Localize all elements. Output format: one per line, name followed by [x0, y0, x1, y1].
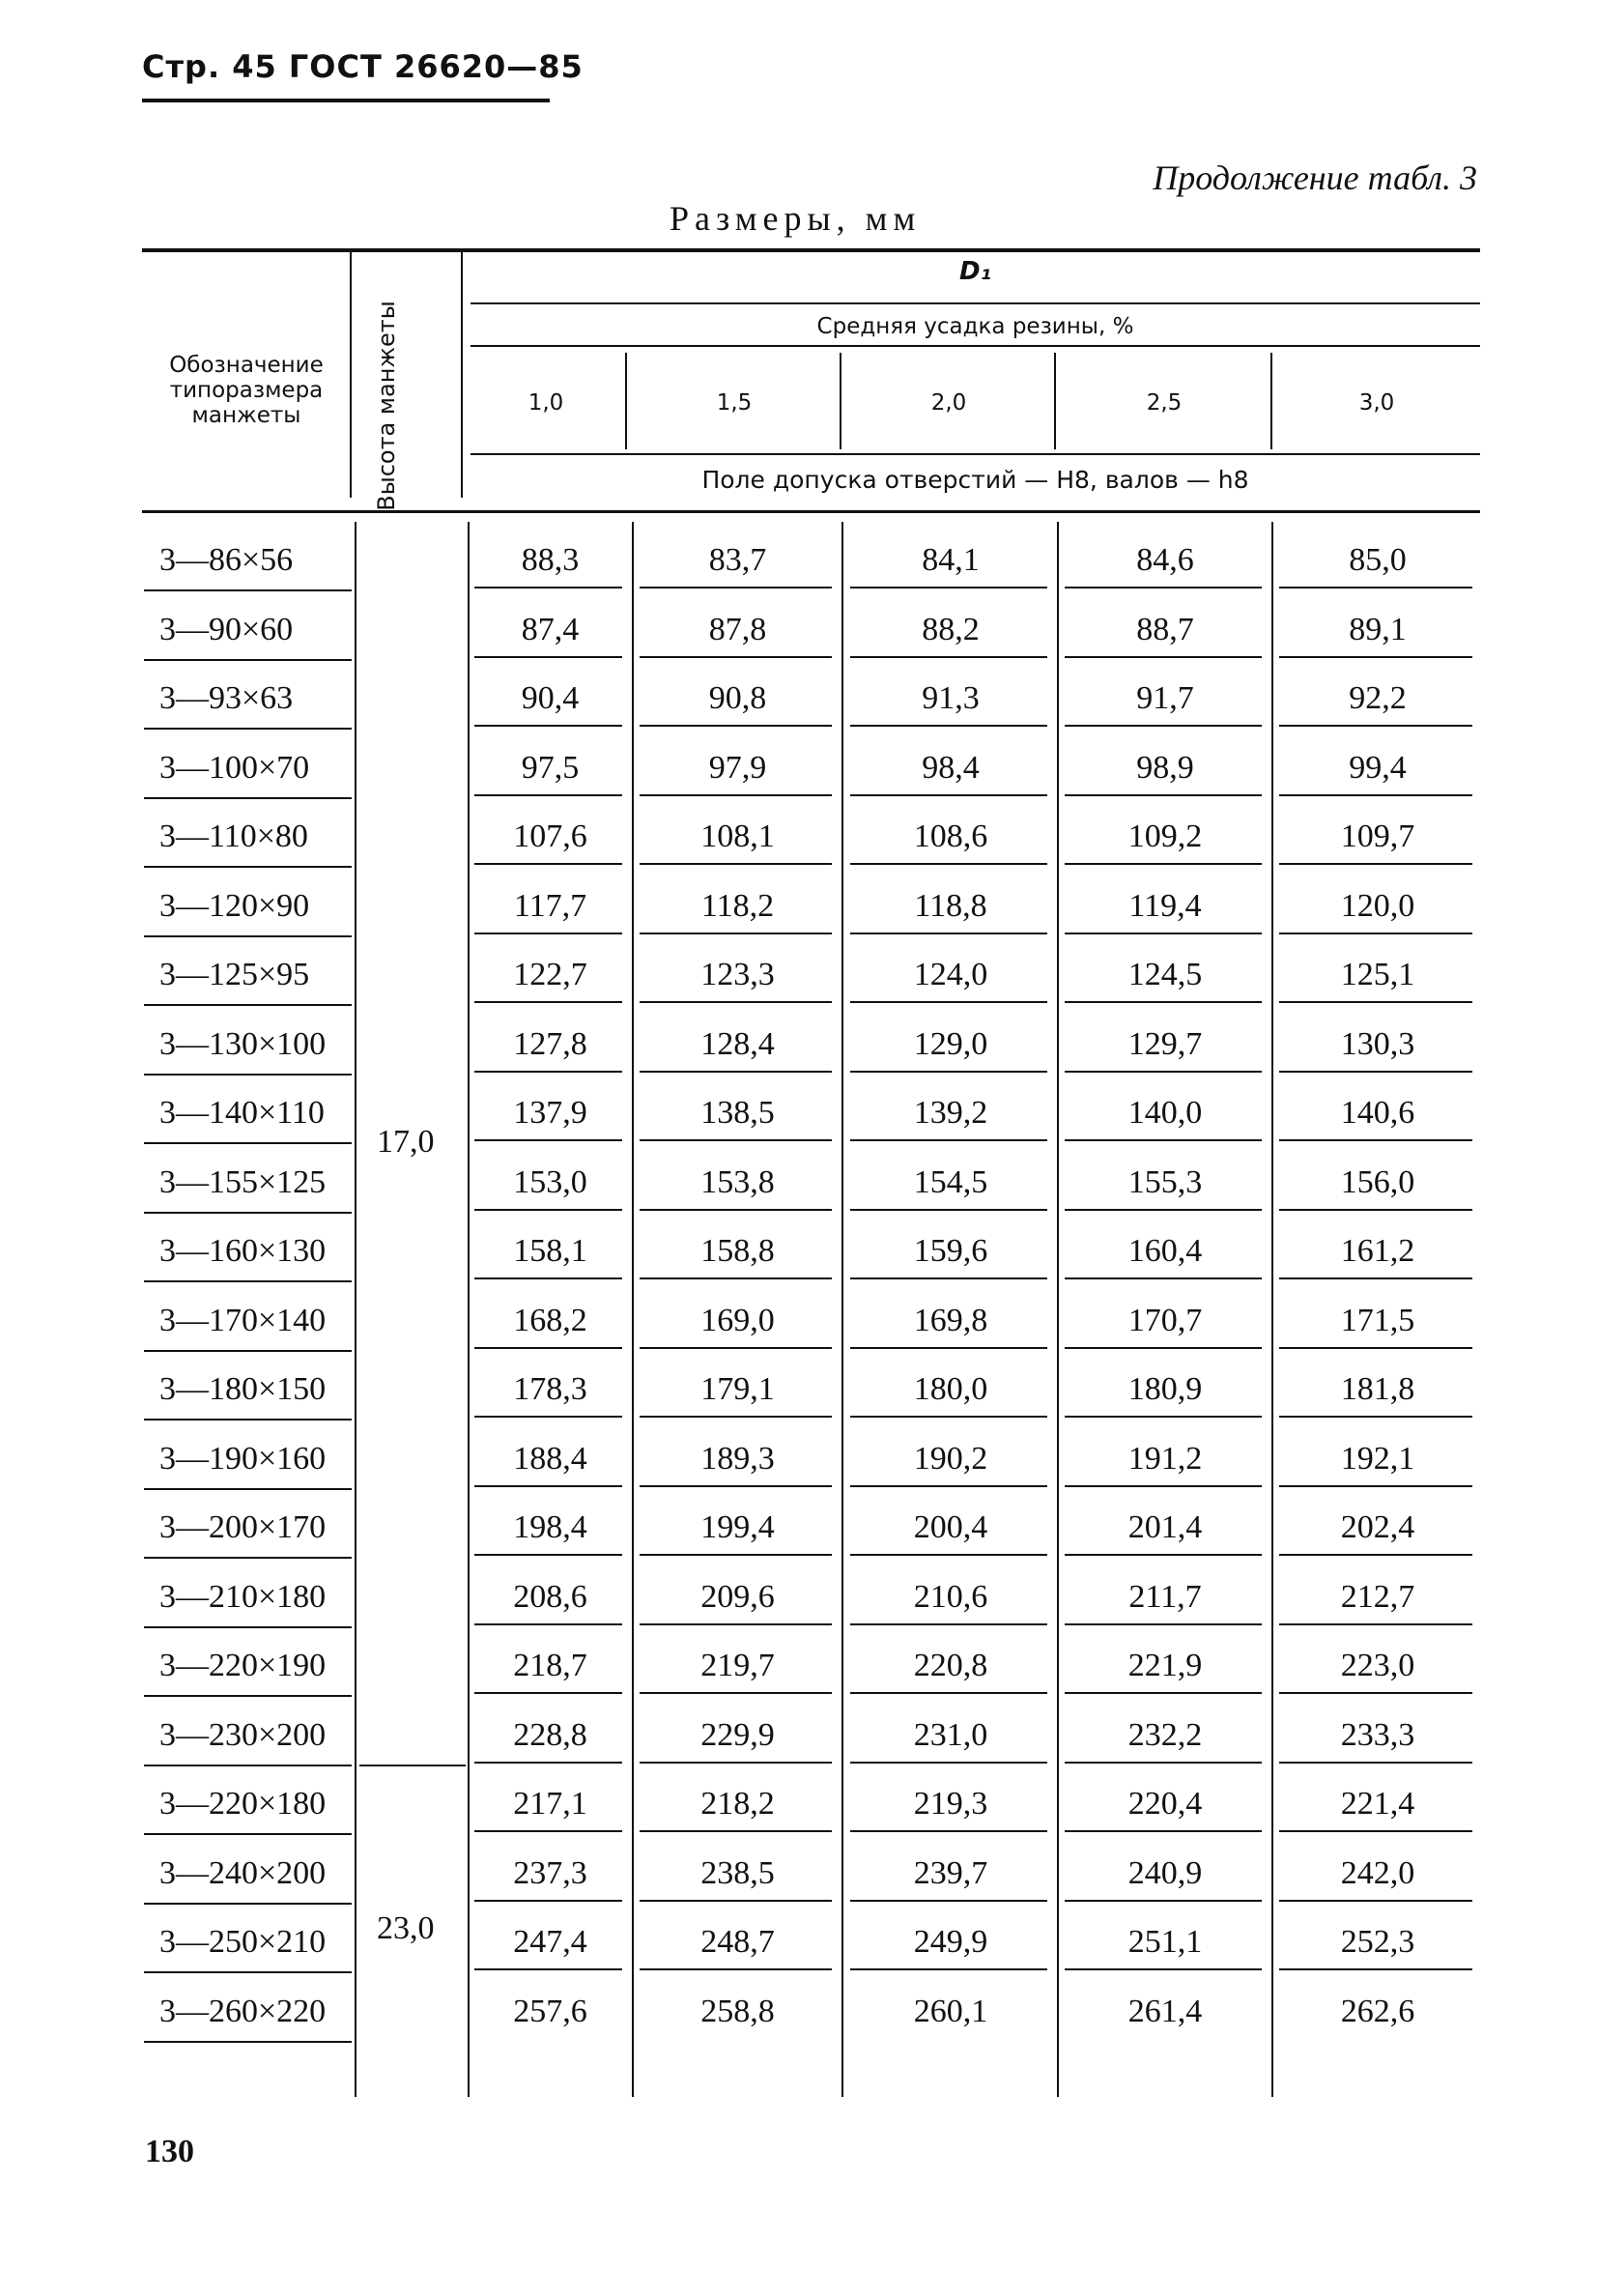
- row-value: 83,7: [708, 542, 767, 578]
- row-rule-value: [1279, 1071, 1472, 1073]
- row-value: 91,7: [1136, 680, 1194, 716]
- row-rule-value: [640, 1347, 832, 1349]
- row-designation: 3—170×140: [159, 1303, 327, 1338]
- row-value: 159,6: [913, 1233, 988, 1269]
- shrinkage-rule: [471, 345, 1480, 347]
- row-value: 153,0: [513, 1164, 587, 1200]
- row-value: 156,0: [1340, 1164, 1415, 1200]
- row-value: 249,9: [913, 1924, 988, 1960]
- row-value: 221,9: [1127, 1648, 1203, 1683]
- row-value: 89,1: [1349, 612, 1407, 647]
- row-rule-value: [474, 1001, 622, 1003]
- row-value: 219,3: [913, 1786, 988, 1822]
- row-rule-value: [474, 1762, 622, 1764]
- row-value: 180,9: [1127, 1371, 1203, 1407]
- row-rule-value: [850, 656, 1047, 658]
- shrink-value-5: 3,0: [1358, 390, 1395, 416]
- row-value: 87,4: [521, 612, 580, 647]
- row-value: 242,0: [1340, 1855, 1415, 1891]
- row-value: 170,7: [1127, 1303, 1203, 1338]
- row-value: 233,3: [1340, 1717, 1415, 1753]
- row-rule-value: [1279, 1139, 1472, 1141]
- row-rule-value: [474, 1416, 622, 1418]
- row-designation: 3—220×180: [159, 1786, 327, 1822]
- row-value: 92,2: [1349, 680, 1407, 716]
- row-designation: 3—260×220: [159, 1994, 327, 2029]
- row-rule-value: [1065, 1692, 1262, 1694]
- row-rule-value: [640, 1623, 832, 1625]
- row-rule-value: [1279, 1968, 1472, 1970]
- row-rule-value: [850, 1001, 1047, 1003]
- row-value: 154,5: [913, 1164, 988, 1200]
- row-rule-value: [474, 1485, 622, 1487]
- row-rule-designation: [144, 935, 352, 937]
- row-value: 91,3: [922, 680, 980, 716]
- row-rule-value: [850, 1139, 1047, 1141]
- row-rule-designation: [144, 1765, 352, 1766]
- d1-rule: [471, 302, 1480, 304]
- row-rule-value: [640, 1416, 832, 1418]
- row-rule-value: [1279, 1554, 1472, 1556]
- row-rule-value: [850, 1347, 1047, 1349]
- row-rule-value: [474, 1347, 622, 1349]
- row-rule-value: [850, 1900, 1047, 1902]
- row-value: 181,8: [1340, 1371, 1415, 1407]
- row-rule-value: [1279, 1347, 1472, 1349]
- row-rule-value: [1279, 1416, 1472, 1418]
- row-rule-designation: [144, 1903, 352, 1905]
- row-value: 122,7: [513, 957, 587, 992]
- row-value: 262,6: [1340, 1994, 1415, 2029]
- row-value: 260,1: [913, 1994, 988, 2029]
- row-rule-value: [1065, 1416, 1262, 1418]
- row-rule-value: [1065, 1900, 1262, 1902]
- row-rule-value: [640, 1554, 832, 1556]
- row-rule-designation: [144, 1488, 352, 1490]
- row-rule-value: [1065, 1485, 1262, 1487]
- row-rule-value: [1279, 1692, 1472, 1694]
- row-rule-designation: [144, 1971, 352, 1973]
- row-value: 99,4: [1349, 750, 1407, 786]
- row-designation: 3—250×210: [159, 1924, 327, 1960]
- row-rule-value: [850, 1416, 1047, 1418]
- row-value: 168,2: [513, 1303, 587, 1338]
- row-designation: 3—110×80: [159, 818, 308, 854]
- units-label: Размеры, мм: [670, 199, 922, 238]
- row-rule-value: [1065, 1623, 1262, 1625]
- row-rule-value: [474, 1277, 622, 1279]
- row-value: 97,5: [521, 750, 580, 786]
- row-value: 137,9: [513, 1095, 587, 1131]
- designation-header: Обозначение типоразмера манжеты: [169, 353, 324, 428]
- row-designation: 3—130×100: [159, 1026, 327, 1062]
- body-vline-height: [468, 522, 470, 2097]
- row-designation: 3—90×60: [159, 612, 294, 647]
- row-rule-designation: [144, 1419, 352, 1421]
- row-rule-designation: [144, 589, 352, 591]
- row-rule-value: [640, 1209, 832, 1211]
- row-value: 190,2: [913, 1441, 988, 1477]
- table-continuation: Продолжение табл. 3: [1153, 158, 1477, 197]
- row-value: 158,8: [700, 1233, 775, 1269]
- row-value: 192,1: [1340, 1441, 1415, 1477]
- row-rule-designation: [144, 728, 352, 730]
- header-vline-height: [461, 252, 463, 498]
- row-rule-value: [850, 1968, 1047, 1970]
- header-rule: [142, 99, 550, 102]
- row-rule-value: [1279, 794, 1472, 796]
- row-value: 88,7: [1136, 612, 1194, 647]
- row-value: 198,4: [513, 1509, 587, 1545]
- row-rule-value: [474, 656, 622, 658]
- row-designation: 3—200×170: [159, 1509, 327, 1545]
- row-value: 239,7: [913, 1855, 988, 1891]
- row-rule-value: [640, 1001, 832, 1003]
- row-designation: 3—240×200: [159, 1855, 327, 1891]
- height-header: Высота манжеты: [373, 301, 400, 511]
- row-value: 161,2: [1340, 1233, 1415, 1269]
- row-rule-designation: [144, 1212, 352, 1214]
- row-rule-value: [1065, 1001, 1262, 1003]
- row-value: 218,2: [700, 1786, 775, 1822]
- row-value: 90,4: [521, 680, 580, 716]
- row-designation: 3—120×90: [159, 888, 310, 924]
- page-header: Стр. 45 ГОСТ 26620—85: [142, 48, 584, 85]
- row-value: 209,6: [700, 1579, 775, 1615]
- row-rule-value: [850, 1485, 1047, 1487]
- row-value: 140,0: [1127, 1095, 1203, 1131]
- row-rule-designation: [144, 1350, 352, 1352]
- row-value: 211,7: [1128, 1579, 1202, 1615]
- row-value: 231,0: [913, 1717, 988, 1753]
- row-value: 237,3: [513, 1855, 587, 1891]
- row-designation: 3—160×130: [159, 1233, 327, 1269]
- row-rule-value: [850, 1692, 1047, 1694]
- height-value-23: 23,0: [377, 1910, 435, 1946]
- row-rule-value: [640, 1900, 832, 1902]
- row-rule-value: [474, 587, 622, 588]
- header-bottom-rule: [142, 510, 1480, 513]
- row-rule-value: [850, 1762, 1047, 1764]
- row-value: 130,3: [1340, 1026, 1415, 1062]
- row-value: 188,4: [513, 1441, 587, 1477]
- body-vline-col2: [841, 522, 843, 2097]
- row-rule-value: [850, 794, 1047, 796]
- shrink-value-4: 2,5: [1146, 390, 1183, 416]
- row-rule-designation: [144, 1004, 352, 1006]
- row-rule-value: [1279, 1830, 1472, 1832]
- row-rule-designation: [144, 1142, 352, 1144]
- row-rule-value: [640, 1692, 832, 1694]
- row-value: 191,2: [1127, 1441, 1203, 1477]
- row-value: 201,4: [1127, 1509, 1203, 1545]
- row-rule-designation: [144, 1074, 352, 1076]
- row-designation: 3—155×125: [159, 1164, 327, 1200]
- row-rule-value: [1065, 587, 1262, 588]
- row-rule-value: [474, 794, 622, 796]
- row-value: 189,3: [700, 1441, 775, 1477]
- row-rule-designation: [144, 1695, 352, 1697]
- row-rule-value: [1065, 1968, 1262, 1970]
- row-value: 109,2: [1127, 818, 1203, 854]
- row-rule-value: [1065, 1554, 1262, 1556]
- row-value: 169,0: [700, 1303, 775, 1338]
- row-value: 108,6: [913, 818, 988, 854]
- shrink-value-2: 1,5: [716, 390, 753, 416]
- row-value: 169,8: [913, 1303, 988, 1338]
- shrinkage-header: Средняя усадка резины, %: [816, 314, 1134, 339]
- row-value: 118,2: [700, 888, 775, 924]
- row-value: 223,0: [1340, 1648, 1415, 1683]
- row-rule-value: [850, 863, 1047, 865]
- row-value: 87,8: [708, 612, 767, 647]
- row-rule-value: [1065, 1830, 1262, 1832]
- row-value: 220,8: [913, 1648, 988, 1683]
- row-rule-value: [1279, 587, 1472, 588]
- row-rule-value: [474, 863, 622, 865]
- row-value: 140,6: [1340, 1095, 1415, 1131]
- row-rule-value: [850, 1830, 1047, 1832]
- row-value: 84,6: [1136, 542, 1194, 578]
- row-value: 257,6: [513, 1994, 587, 2029]
- row-value: 118,8: [914, 888, 987, 924]
- row-rule-designation: [144, 1626, 352, 1628]
- row-rule-value: [850, 1209, 1047, 1211]
- row-value: 199,4: [700, 1509, 775, 1545]
- row-value: 88,3: [521, 542, 580, 578]
- row-value: 98,4: [922, 750, 980, 786]
- row-rule-value: [850, 933, 1047, 934]
- row-rule-value: [640, 794, 832, 796]
- body-vline-col1: [632, 522, 634, 2097]
- row-value: 153,8: [700, 1164, 775, 1200]
- row-rule-value: [1065, 656, 1262, 658]
- row-rule-value: [640, 1485, 832, 1487]
- row-value: 252,3: [1340, 1924, 1415, 1960]
- row-rule-value: [640, 656, 832, 658]
- row-rule-value: [640, 1277, 832, 1279]
- row-rule-value: [1065, 725, 1262, 727]
- row-rule-value: [1065, 1209, 1262, 1211]
- row-value: 123,3: [700, 957, 775, 992]
- row-value: 128,4: [700, 1026, 775, 1062]
- row-value: 219,7: [700, 1648, 775, 1683]
- page-number: 130: [145, 2134, 194, 2169]
- row-value: 232,2: [1127, 1717, 1203, 1753]
- row-value: 179,1: [700, 1371, 775, 1407]
- row-rule-value: [474, 1071, 622, 1073]
- row-value: 90,8: [708, 680, 767, 716]
- row-rule-designation: [144, 659, 352, 661]
- row-value: 85,0: [1349, 542, 1407, 578]
- row-designation: 3—100×70: [159, 750, 310, 786]
- row-rule-value: [1065, 1762, 1262, 1764]
- row-rule-designation: [144, 797, 352, 799]
- row-value: 248,7: [700, 1924, 775, 1960]
- row-rule-value: [1279, 1209, 1472, 1211]
- row-rule-value: [850, 587, 1047, 588]
- row-rule-value: [474, 1830, 622, 1832]
- row-designation: 3—86×56: [159, 542, 294, 578]
- row-value: 180,0: [913, 1371, 988, 1407]
- table-top-rule: [142, 248, 1480, 252]
- row-rule-value: [640, 933, 832, 934]
- row-rule-value: [850, 1554, 1047, 1556]
- row-rule-value: [1065, 1347, 1262, 1349]
- body-vline-col3: [1057, 522, 1059, 2097]
- row-value: 97,9: [708, 750, 767, 786]
- row-rule-value: [1279, 1623, 1472, 1625]
- row-rule-value: [474, 1554, 622, 1556]
- tolerance-header: Поле допуска отверстий — H8, валов — h8: [701, 466, 1249, 494]
- height-group-separator: [359, 1765, 466, 1766]
- row-value: 210,6: [913, 1579, 988, 1615]
- row-rule-value: [640, 587, 832, 588]
- row-value: 200,4: [913, 1509, 988, 1545]
- row-value: 117,7: [513, 888, 587, 924]
- row-rule-value: [1279, 1277, 1472, 1279]
- row-value: 217,1: [513, 1786, 587, 1822]
- row-value: 119,4: [1128, 888, 1202, 924]
- height-value-17: 17,0: [377, 1124, 435, 1160]
- row-rule-value: [474, 1139, 622, 1141]
- row-value: 218,7: [513, 1648, 587, 1683]
- row-rule-value: [474, 933, 622, 934]
- row-rule-value: [1065, 863, 1262, 865]
- row-rule-value: [850, 725, 1047, 727]
- shrink-value-1: 1,0: [528, 390, 564, 416]
- row-designation: 3—220×190: [159, 1648, 327, 1683]
- row-value: 124,5: [1127, 957, 1203, 992]
- row-value: 139,2: [913, 1095, 988, 1131]
- row-designation: 3—140×110: [159, 1095, 325, 1131]
- row-value: 240,9: [1127, 1855, 1203, 1891]
- row-rule-value: [640, 1762, 832, 1764]
- row-rule-value: [1279, 1485, 1472, 1487]
- row-rule-value: [1065, 1071, 1262, 1073]
- row-designation: 3—93×63: [159, 680, 294, 716]
- row-rule-value: [850, 1277, 1047, 1279]
- row-value: 108,1: [700, 818, 775, 854]
- row-value: 109,7: [1340, 818, 1415, 854]
- row-value: 120,0: [1340, 888, 1415, 924]
- shrink-values-rule: [471, 453, 1480, 455]
- row-value: 84,1: [922, 542, 980, 578]
- row-rule-value: [1279, 1762, 1472, 1764]
- row-designation: 3—210×180: [159, 1579, 327, 1615]
- row-value: 208,6: [513, 1579, 587, 1615]
- row-value: 212,7: [1340, 1579, 1415, 1615]
- row-value: 229,9: [700, 1717, 775, 1753]
- row-value: 247,4: [513, 1924, 587, 1960]
- row-value: 228,8: [513, 1717, 587, 1753]
- row-value: 221,4: [1340, 1786, 1415, 1822]
- row-rule-designation: [144, 2041, 352, 2043]
- row-designation: 3—125×95: [159, 957, 310, 992]
- row-rule-value: [1279, 656, 1472, 658]
- row-rule-value: [850, 1071, 1047, 1073]
- row-value: 129,7: [1127, 1026, 1203, 1062]
- row-value: 124,0: [913, 957, 988, 992]
- body-vline-col4: [1271, 522, 1273, 2097]
- row-value: 160,4: [1127, 1233, 1203, 1269]
- row-value: 258,8: [700, 1994, 775, 2029]
- row-rule-value: [1279, 933, 1472, 934]
- row-value: 138,5: [700, 1095, 775, 1131]
- row-rule-value: [640, 863, 832, 865]
- row-designation: 3—190×160: [159, 1441, 327, 1477]
- row-rule-value: [640, 725, 832, 727]
- row-value: 251,1: [1127, 1924, 1203, 1960]
- header-vline-designation: [350, 252, 352, 498]
- row-rule-value: [474, 725, 622, 727]
- row-designation: 3—230×200: [159, 1717, 327, 1753]
- row-rule-value: [1279, 725, 1472, 727]
- row-value: 171,5: [1340, 1303, 1415, 1338]
- row-value: 129,0: [913, 1026, 988, 1062]
- row-rule-value: [1065, 1139, 1262, 1141]
- row-rule-value: [640, 1830, 832, 1832]
- row-rule-value: [474, 1623, 622, 1625]
- row-rule-value: [474, 1692, 622, 1694]
- shrink-value-3: 2,0: [930, 390, 967, 416]
- row-rule-value: [1065, 933, 1262, 934]
- row-value: 155,3: [1127, 1164, 1203, 1200]
- row-rule-value: [640, 1139, 832, 1141]
- row-rule-value: [1279, 1001, 1472, 1003]
- row-rule-value: [1065, 1277, 1262, 1279]
- row-value: 238,5: [700, 1855, 775, 1891]
- row-value: 125,1: [1340, 957, 1415, 992]
- row-rule-value: [1279, 1900, 1472, 1902]
- row-rule-designation: [144, 866, 352, 868]
- body-vline-designation: [355, 522, 356, 2097]
- row-rule-designation: [144, 1280, 352, 1282]
- d1-header: D₁: [959, 257, 991, 286]
- row-rule-value: [474, 1209, 622, 1211]
- row-value: 158,1: [513, 1233, 587, 1269]
- row-value: 202,4: [1340, 1509, 1415, 1545]
- row-value: 98,9: [1136, 750, 1194, 786]
- row-rule-value: [1279, 863, 1472, 865]
- row-rule-designation: [144, 1833, 352, 1835]
- row-designation: 3—180×150: [159, 1371, 327, 1407]
- row-value: 220,4: [1127, 1786, 1203, 1822]
- row-rule-designation: [144, 1557, 352, 1559]
- row-value: 127,8: [513, 1026, 587, 1062]
- row-rule-value: [1065, 794, 1262, 796]
- row-rule-value: [850, 1623, 1047, 1625]
- row-rule-value: [640, 1968, 832, 1970]
- row-rule-value: [640, 1071, 832, 1073]
- row-rule-value: [474, 1968, 622, 1970]
- row-value: 178,3: [513, 1371, 587, 1407]
- row-rule-value: [474, 1900, 622, 1902]
- row-value: 107,6: [513, 818, 587, 854]
- row-value: 88,2: [922, 612, 980, 647]
- row-value: 261,4: [1127, 1994, 1203, 2029]
